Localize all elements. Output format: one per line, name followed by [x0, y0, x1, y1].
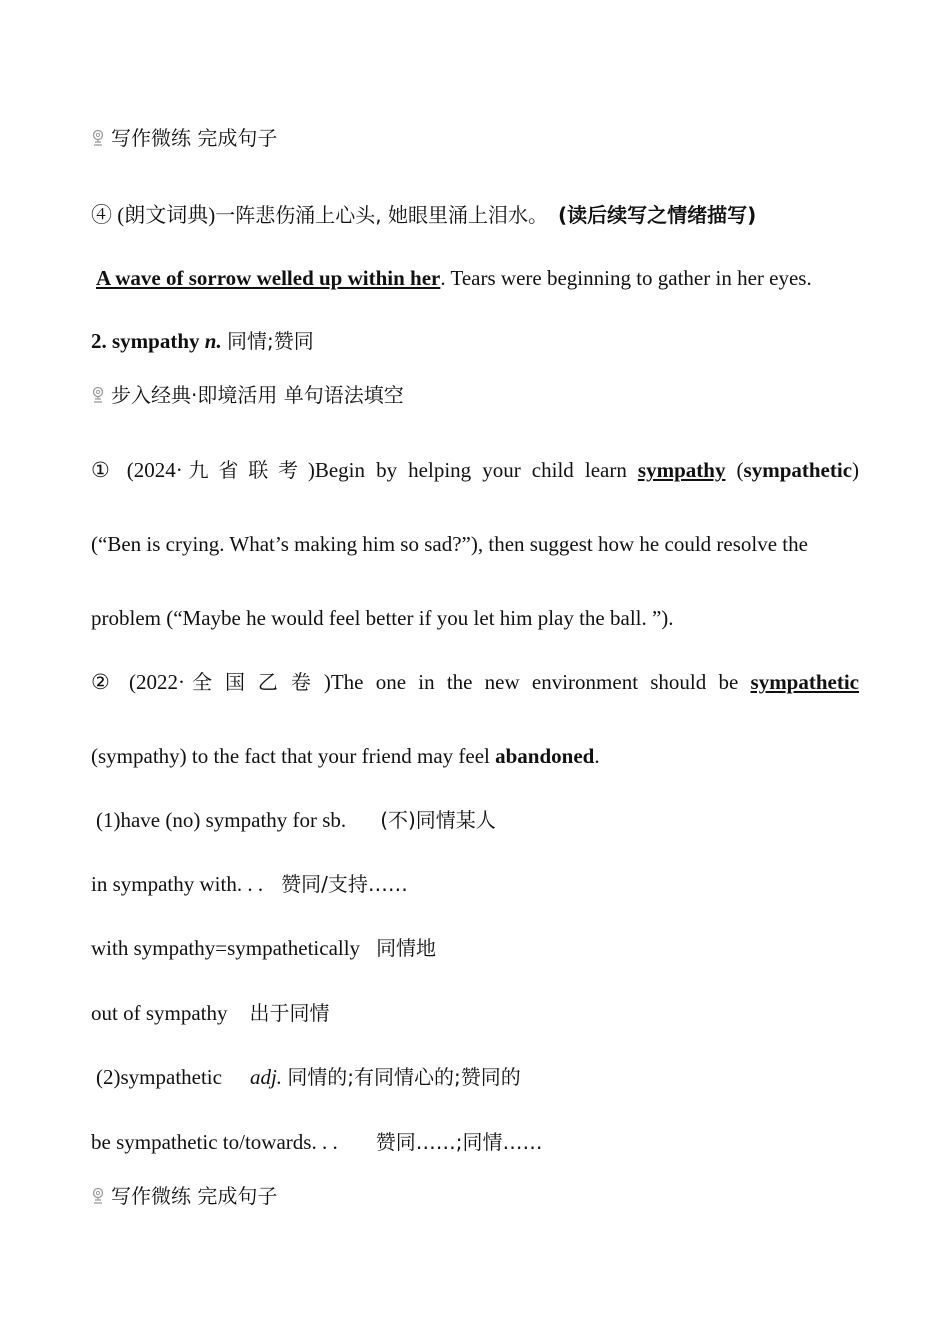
item-number: ④: [91, 203, 112, 227]
question-1-line-2: (“Ben is crying. What’s making him so sad?”), then suggest how he could resolve the: [91, 532, 808, 556]
adj-meaning: 同情的;有同情心的;赞同的: [287, 1065, 521, 1089]
section-heading-text: 步入经典·即境活用 单句语法填空: [111, 383, 404, 407]
question-2-line-1: [91, 668, 859, 696]
item-source: (朗文词典): [117, 203, 216, 227]
item-tag: (读后续写之情绪描写): [557, 203, 757, 227]
adj-pos: adj.: [249, 1065, 283, 1089]
phrase-english: in sympathy with. . .: [91, 872, 264, 896]
question-1-line-1: [91, 456, 859, 484]
location-pin-icon: [91, 129, 105, 147]
section-heading-writing-practice: [91, 1182, 859, 1210]
phrase-chinese: 出于同情: [249, 1001, 330, 1025]
phrase-row: [91, 934, 859, 962]
question-2-line-2: (sympathy) to the fact that your friend may feel abandoned.: [91, 744, 600, 768]
entry-pos: n.: [204, 329, 222, 353]
question-1-line-3: problem (“Maybe he would feel better if you let him play the ball. ”).: [91, 606, 674, 630]
phrase-row: [91, 870, 859, 898]
phrase-chinese: (不)同情某人: [380, 808, 496, 832]
phrase-chinese: 赞同/支持……: [281, 872, 408, 896]
item-4-prompt: [91, 201, 859, 229]
phrase-chinese: 同情地: [376, 936, 437, 960]
section-heading-text: 写作微练 完成句子: [111, 126, 278, 150]
question-text: Begin by helping your child learn: [314, 458, 627, 482]
question-hint: (sympathetic): [736, 458, 860, 482]
question-number: ②: [91, 670, 117, 694]
phrase-english: (1)have (no) sympathy for sb.: [96, 808, 347, 832]
question-text: The one in the new environment should be: [330, 670, 739, 694]
entry-meaning: 同情;赞同: [226, 329, 314, 353]
location-pin-icon: [91, 1187, 105, 1205]
section-heading-writing-practice: [91, 124, 859, 152]
item-4-answer-line: [96, 264, 859, 292]
adj-word: (2)sympathetic: [96, 1065, 222, 1089]
location-pin-icon: [91, 386, 105, 404]
question-source: (2024·九省联考): [126, 458, 315, 482]
phrase-chinese: 赞同……;同情……: [375, 1130, 543, 1154]
entry-headword: 2. sympathy: [91, 329, 200, 353]
adj-entry: [96, 1063, 859, 1091]
item-answer-rest: . Tears were beginning to gather in her eyes.: [440, 266, 812, 290]
question-source: (2022·全国乙卷): [129, 670, 331, 694]
phrase-english: out of sympathy: [91, 1001, 228, 1025]
item-answer: A wave of sorrow welled up within her: [96, 266, 441, 290]
phrase-row: [96, 806, 859, 834]
section-heading-text: 写作微练 完成句子: [111, 1184, 278, 1208]
phrase-english: be sympathetic to/towards. . .: [91, 1130, 338, 1154]
item-chinese-sentence: 一阵悲伤涌上心头, 她眼里涌上泪水。: [215, 203, 548, 227]
phrase-english: with sympathy=sympathetically: [91, 936, 361, 960]
adj-phrase: [91, 1128, 859, 1156]
question-number: ①: [91, 458, 116, 482]
question-answer: sympathy: [637, 458, 726, 482]
phrase-row: [91, 999, 859, 1027]
section-heading-grammar-fill: [91, 381, 859, 409]
entry-sympathy: [91, 327, 859, 355]
question-bold-word: abandoned: [495, 744, 595, 768]
question-answer: sympathetic: [750, 670, 860, 694]
